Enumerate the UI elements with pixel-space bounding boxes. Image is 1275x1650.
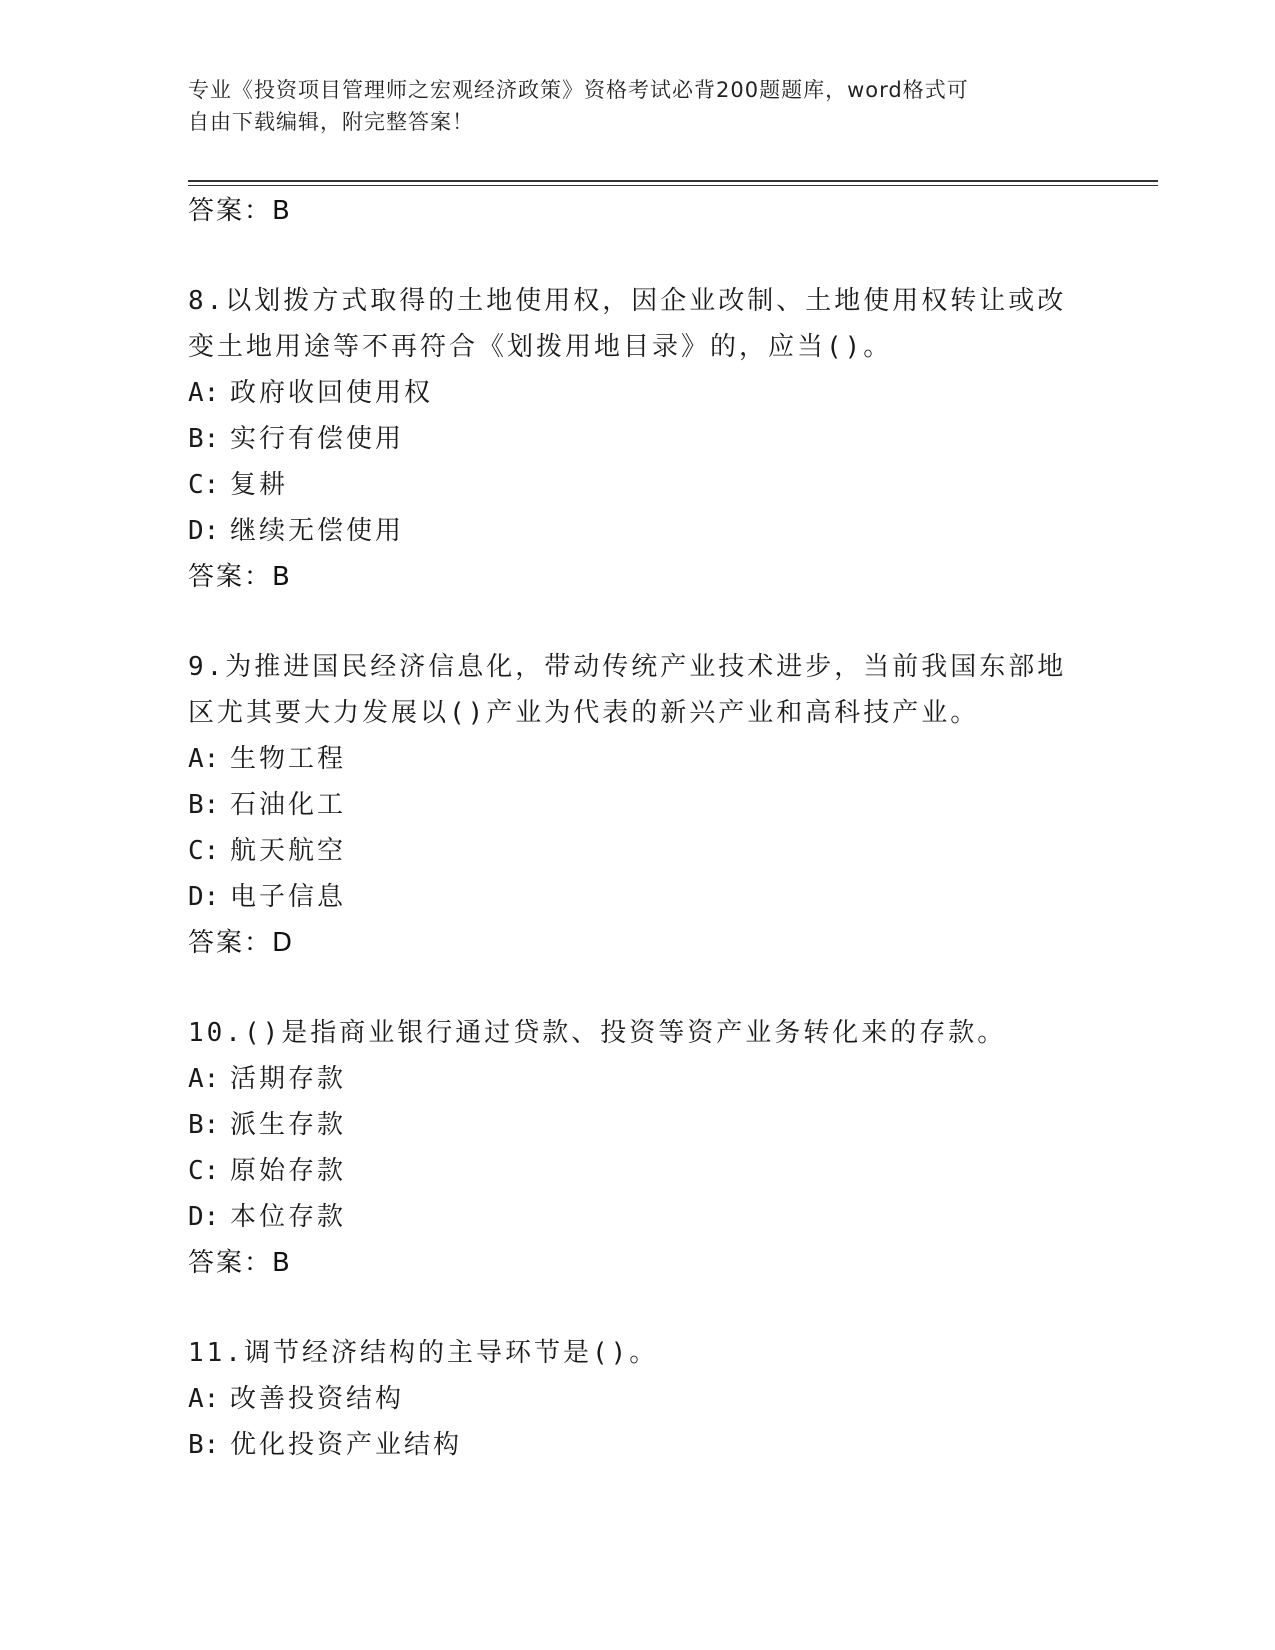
- option-text: 活期存款: [230, 1064, 347, 1094]
- option-b: [188, 1102, 1088, 1148]
- option-b: [188, 1422, 1088, 1468]
- answer-label: 答案：: [188, 1248, 273, 1278]
- option-text: 生物工程: [230, 744, 347, 774]
- answer-label: 答案：: [188, 562, 273, 592]
- option-d: [188, 874, 1088, 920]
- option-c: [188, 828, 1088, 874]
- answer-value: B: [272, 1248, 291, 1278]
- question-stem: [188, 644, 1088, 736]
- option-text: 政府收回使用权: [230, 378, 434, 408]
- option-text: 本位存款: [230, 1202, 347, 1232]
- option-text: 改善投资结构: [230, 1384, 405, 1414]
- answer-label: 答案：: [188, 196, 273, 226]
- question-item: [188, 644, 1088, 966]
- option-key: B:: [188, 424, 220, 454]
- option-text: 优化投资产业结构: [230, 1430, 463, 1460]
- question-item: [188, 278, 1088, 600]
- answer-line: [188, 554, 1088, 600]
- option-a: [188, 736, 1088, 782]
- header-line-1: 专业《投资项目管理师之宏观经济政策》资格考试必背200题题库，word格式可: [188, 78, 969, 102]
- answer-value: B: [272, 562, 291, 592]
- header-divider: [188, 180, 1158, 186]
- option-text: 实行有偿使用: [230, 424, 405, 454]
- option-key: B:: [188, 1110, 220, 1140]
- answer-line: [188, 1240, 1088, 1286]
- answer-value: D: [272, 928, 294, 958]
- option-key: C:: [188, 470, 220, 500]
- option-key: D:: [188, 516, 220, 546]
- option-key: A:: [188, 378, 220, 408]
- option-text: 原始存款: [230, 1156, 347, 1186]
- option-c: [188, 1148, 1088, 1194]
- option-key: D:: [188, 882, 220, 912]
- stem-line: 区尤其要大力发展以()产业为代表的新兴产业和高科技产业。: [188, 698, 980, 728]
- stem-line: 11.调节经济结构的主导环节是()。: [188, 1338, 659, 1368]
- option-text: 派生存款: [230, 1110, 347, 1140]
- question-item: [188, 1330, 1088, 1468]
- question-stem: [188, 278, 1088, 370]
- option-key: B:: [188, 790, 220, 820]
- option-text: 复耕: [230, 470, 289, 500]
- option-c: [188, 462, 1088, 508]
- question-stem: [188, 1330, 1088, 1376]
- option-text: 石油化工: [230, 790, 347, 820]
- option-text: 航天航空: [230, 836, 347, 866]
- option-a: [188, 1056, 1088, 1102]
- option-key: A:: [188, 1064, 220, 1094]
- document-header: [188, 74, 1088, 138]
- option-key: A:: [188, 744, 220, 774]
- option-a: [188, 1376, 1088, 1422]
- question-stem: [188, 1010, 1088, 1056]
- answer-label: 答案：: [188, 928, 273, 958]
- header-line-2: 自由下载编辑，附完整答案！: [188, 110, 474, 134]
- option-key: C:: [188, 836, 220, 866]
- option-b: [188, 782, 1088, 828]
- option-d: [188, 508, 1088, 554]
- stem-line: 8.以划拨方式取得的土地使用权，因企业改制、土地使用权转让或改: [188, 286, 1067, 316]
- question-item: [188, 1010, 1088, 1286]
- option-a: [188, 370, 1088, 416]
- option-key: B:: [188, 1430, 220, 1460]
- answer-line: [188, 188, 1088, 234]
- option-key: C:: [188, 1156, 220, 1186]
- option-b: [188, 416, 1088, 462]
- option-key: D:: [188, 1202, 220, 1232]
- option-text: 继续无偿使用: [230, 516, 405, 546]
- stem-line: 变土地用途等不再符合《划拨用地目录》的，应当()。: [188, 332, 893, 362]
- option-text: 电子信息: [230, 882, 347, 912]
- stem-line: 9.为推进国民经济信息化，带动传统产业技术进步，当前我国东部地: [188, 652, 1067, 682]
- option-key: A:: [188, 1384, 220, 1414]
- question-list: [188, 188, 1088, 1468]
- stem-line: 10.()是指商业银行通过贷款、投资等资产业务转化来的存款。: [188, 1018, 1007, 1048]
- answer-value: B: [272, 196, 291, 226]
- option-d: [188, 1194, 1088, 1240]
- answer-line: [188, 920, 1088, 966]
